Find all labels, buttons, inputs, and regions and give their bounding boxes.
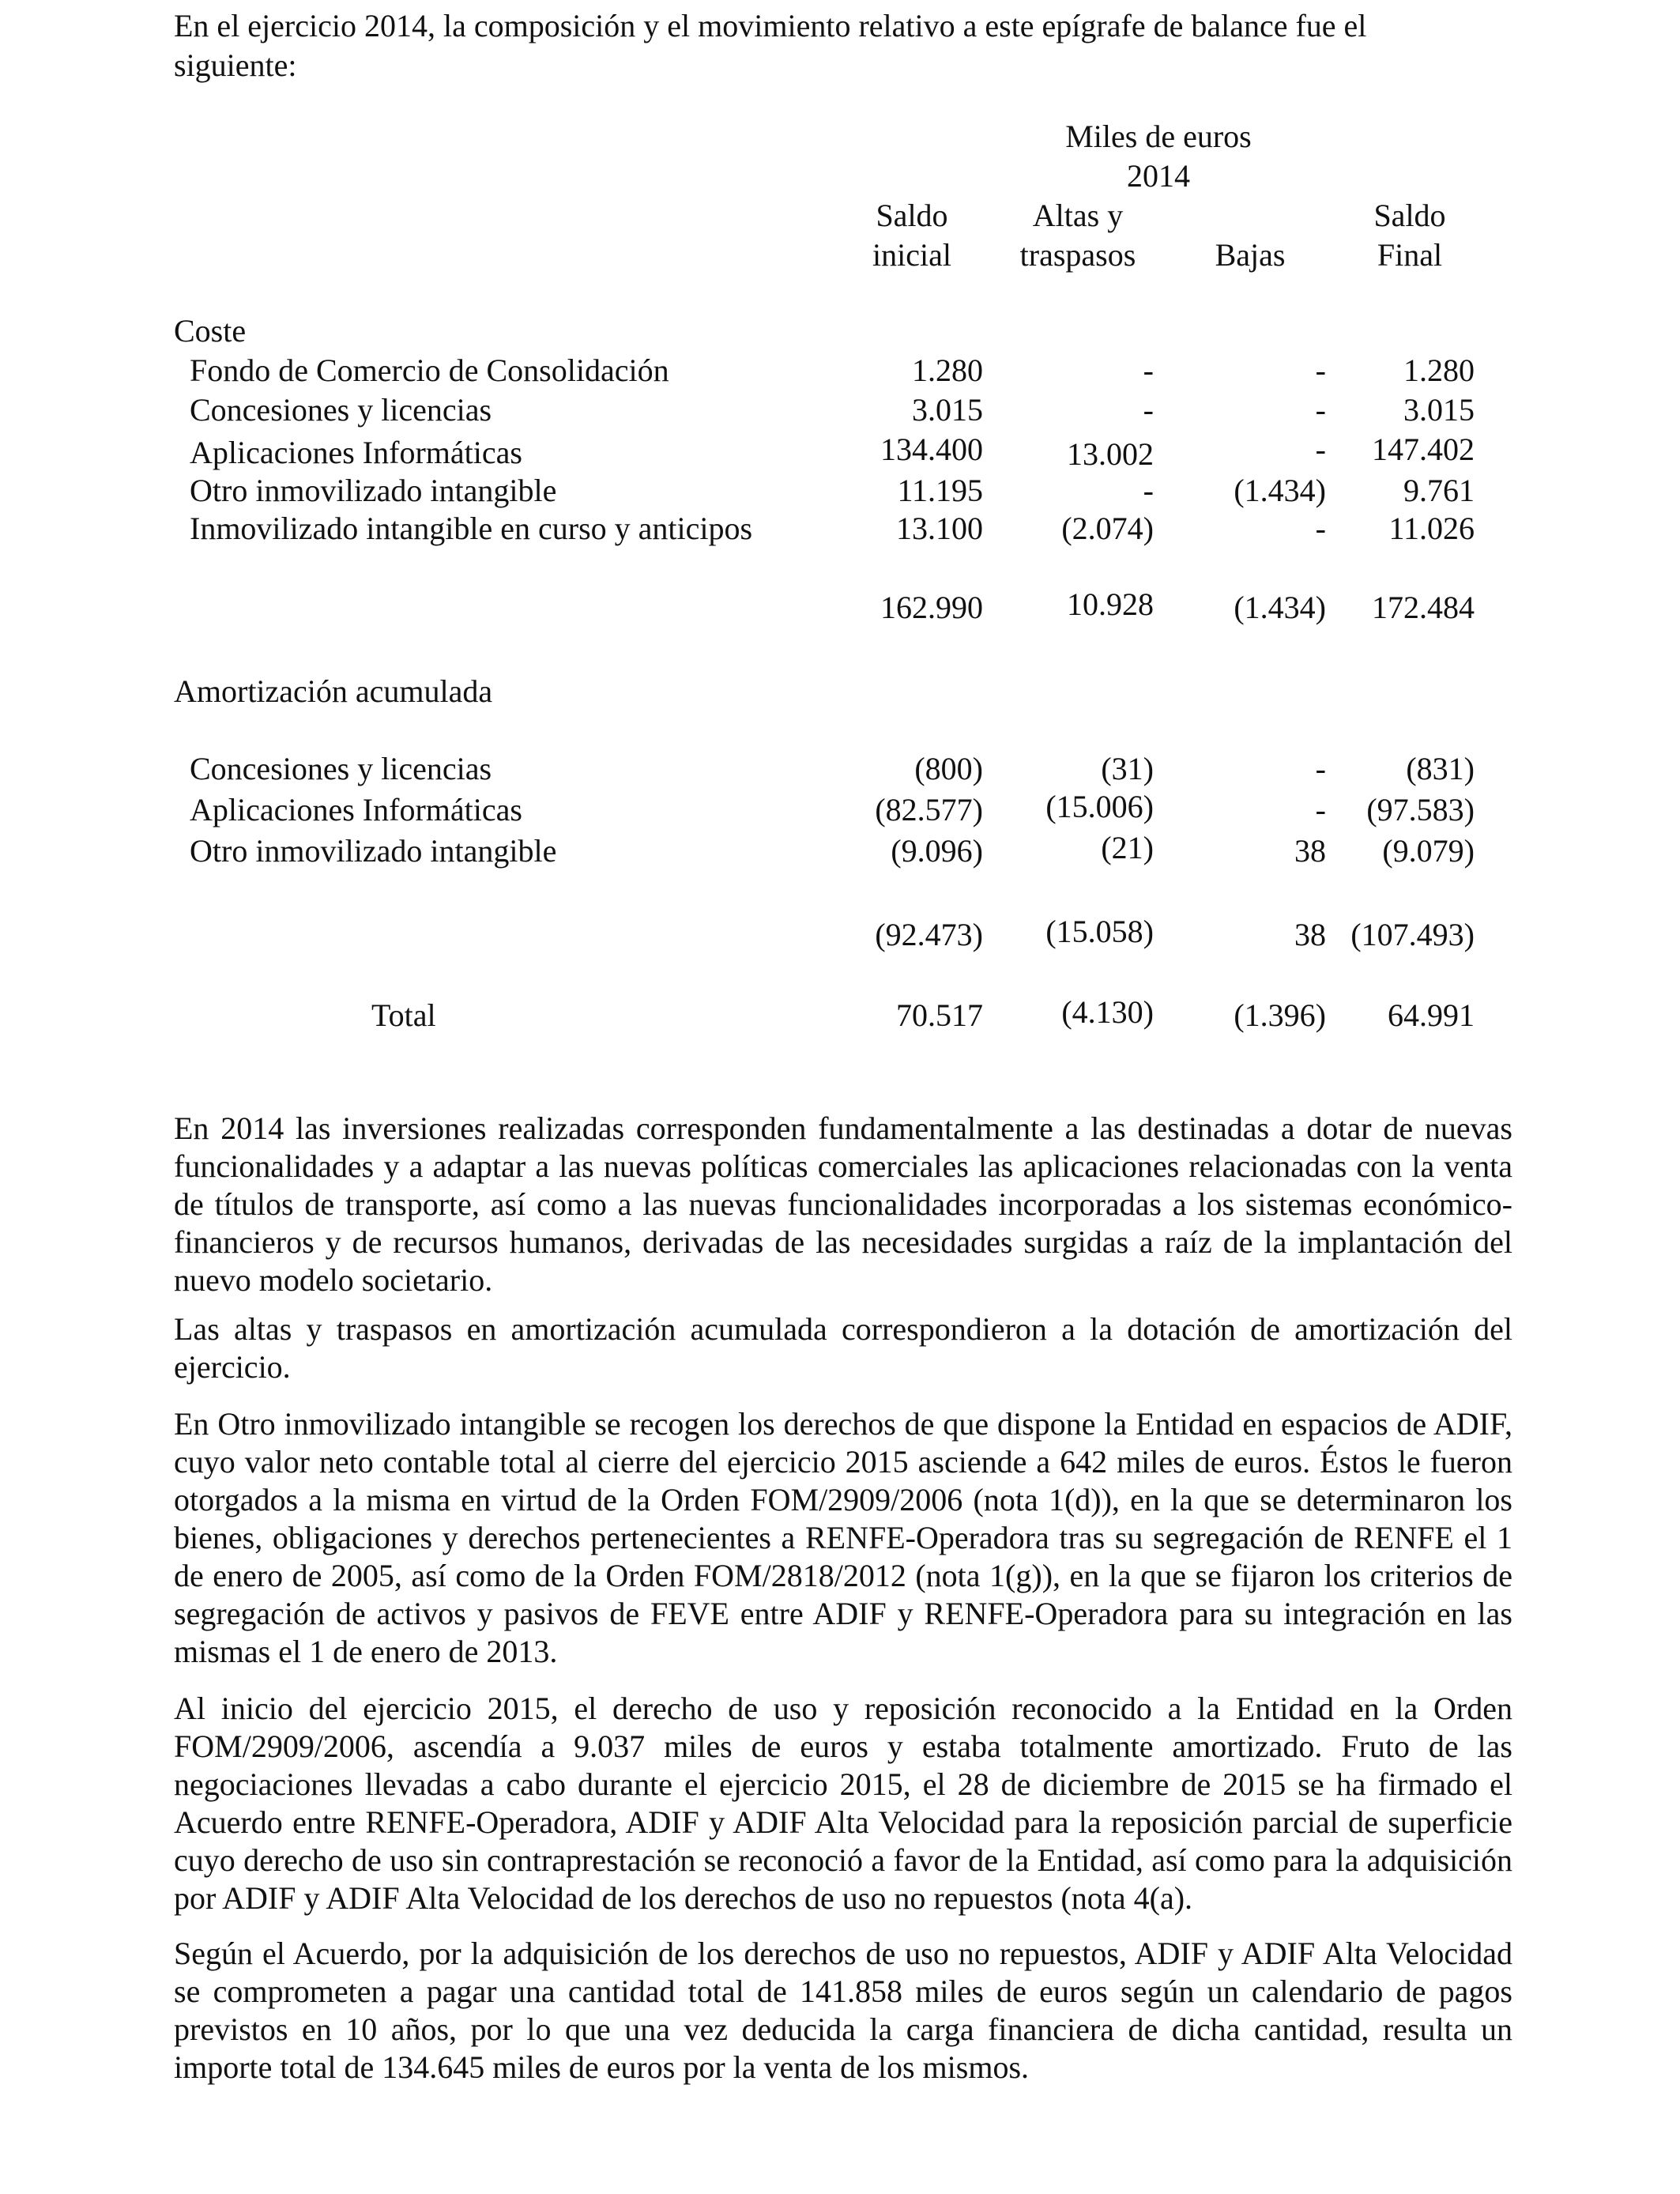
table-row <box>0 831 1680 871</box>
paragraph-derecho-uso: Al inicio del ejercicio 2015, el derecho de uso y reposición reconocido a la Entidad en la Orden FOM/2909/2006, ascendía a 9.037 miles de euros y estaba totalmente amortizado. Fruto de las negociaciones llevadas a cabo durante el ejercicio 2015, el 28 de diciembre de 2015 se ha firmado el Acuerdo entre RENFE-Operadora, ADIF y ADIF Alta Velocidad para la reposición parcial de superficie cuyo derecho de uso sin contraprestación se reconoció a favor de la Entidad, así como para la adquisición por ADIF y ADIF Alta Velocidad de los derechos de uso no repuestos (nota 4(a). <box>174 1691 1512 1916</box>
cell-altas: - <box>1143 392 1154 428</box>
cell-bajas: - <box>1315 352 1326 388</box>
cell-bajas: - <box>1315 432 1326 467</box>
cell-saldo-inicial: (92.473) <box>875 917 983 952</box>
col-header-altas-traspasos: Altas y traspasos <box>1019 198 1136 273</box>
cell-saldo-final: 172.484 <box>1372 590 1475 625</box>
cell-saldo-inicial: 162.990 <box>880 590 983 625</box>
cell-altas: - <box>1143 473 1154 508</box>
subtotal-row-coste <box>0 588 1680 628</box>
subtotal-row-amortizacion <box>0 915 1680 955</box>
table-row <box>0 471 1680 511</box>
cell-saldo-inicial: (9.096) <box>891 833 983 869</box>
cell-altas: (2.074) <box>1061 511 1154 546</box>
col-header-saldo-final: Saldo Final <box>1373 198 1446 273</box>
cell-bajas: 38 <box>1294 917 1326 952</box>
cell-saldo-inicial: (800) <box>914 751 983 786</box>
table-row <box>0 790 1680 830</box>
cell-bajas: (1.396) <box>1234 997 1326 1033</box>
cell-saldo-final: (9.079) <box>1382 833 1475 869</box>
cell-bajas: 38 <box>1294 833 1326 869</box>
table-row <box>0 351 1680 390</box>
total-label: Total <box>371 997 436 1033</box>
cell-saldo-inicial: (82.577) <box>875 792 983 827</box>
paragraph-altas-amortizacion: Las altas y traspasos en amortización acumulada correspondieron a la dotación de amortización del ejercicio. <box>174 1311 1512 1385</box>
table-row <box>0 390 1680 430</box>
cell-bajas: - <box>1315 392 1326 428</box>
cell-bajas: - <box>1315 511 1326 546</box>
cell-saldo-inicial: 70.517 <box>896 997 983 1033</box>
row-label: Aplicaciones Informáticas <box>190 792 522 827</box>
col-header-bajas: Bajas <box>1215 237 1286 273</box>
table-row <box>0 430 1680 472</box>
unit-label: Miles de euros <box>1065 119 1252 154</box>
cell-saldo-final: (831) <box>1406 751 1475 786</box>
cell-altas: - <box>1143 352 1154 388</box>
cell-altas: (31) <box>1101 751 1154 786</box>
row-label: Concesiones y licencias <box>190 392 492 428</box>
cell-bajas: (1.434) <box>1234 590 1326 625</box>
cell-saldo-inicial: 13.100 <box>896 511 983 546</box>
cell-altas: 10.928 <box>1067 586 1154 622</box>
paragraph-inversiones: En 2014 las inversiones realizadas corresponden fundamentalmente a las destinadas a dotar de nuevas funcionalidades y a adaptar a las nuevas políticas comerciales las aplicaciones relacionadas con la venta de títulos de transporte, así como a las nuevas funcionalidades incorporadas a los sistemas económico-financieros y de recursos humanos, derivadas de las necesidades surgidas a raíz de la implantación del nuevo modelo societario. <box>174 1110 1512 1298</box>
row-label: Inmovilizado intangible en curso y anticipos <box>190 511 753 546</box>
cell-saldo-inicial: 11.195 <box>897 473 983 508</box>
cell-saldo-final: (107.493) <box>1350 917 1475 952</box>
section-title-amortizacion: Amortización acumulada <box>174 673 493 709</box>
cell-saldo-final: (97.583) <box>1366 792 1475 827</box>
cell-saldo-final: 3.015 <box>1403 392 1475 428</box>
cell-saldo-final: 1.280 <box>1403 352 1475 388</box>
cell-saldo-final: 9.761 <box>1403 473 1475 508</box>
year-label: 2014 <box>1127 158 1190 194</box>
row-label: Concesiones y licencias <box>190 751 492 786</box>
cell-altas: (21) <box>1101 830 1154 865</box>
cell-saldo-final: 11.026 <box>1388 511 1475 546</box>
cell-saldo-final: 64.991 <box>1388 997 1475 1033</box>
section-title-coste: Coste <box>174 313 247 349</box>
table-row <box>0 509 1680 548</box>
paragraph-acuerdo: Según el Acuerdo, por la adquisición de los derechos de uso no repuestos, ADIF y ADIF Alta Velocidad se comprometen a pagar una cantidad total de 141.858 miles de euros según un calendario de pagos previstos en 10 años, por lo que una vez deducida la carga financiera de dicha cantidad, resulta un importe total de 134.645 miles de euros por la venta de los mismos. <box>174 1936 1512 2085</box>
cell-bajas: (1.434) <box>1234 473 1326 508</box>
cell-saldo-inicial: 134.400 <box>880 432 983 467</box>
cell-bajas: - <box>1315 792 1326 827</box>
cell-bajas: - <box>1315 751 1326 786</box>
cell-saldo-inicial: 3.015 <box>912 392 983 428</box>
table-row <box>0 749 1680 789</box>
row-label: Otro inmovilizado intangible <box>190 473 557 508</box>
total-row <box>0 996 1680 1035</box>
cell-altas: (15.006) <box>1045 789 1154 824</box>
cell-saldo-inicial: 1.280 <box>912 352 983 388</box>
col-header-saldo-inicial: Saldo inicial <box>872 198 951 273</box>
paragraph-otro-inmovilizado: En Otro inmovilizado intangible se recogen los derechos de que dispone la Entidad en espacios de ADIF, cuyo valor neto contable total al cierre del ejercicio 2015 asciende a 642 miles de euros. Éstos le fueron otorgados a la misma en virtud de la Orden FOM/2909/2006 (nota 1(d)), en la que se determinaron los bienes, obligaciones y derechos pertenecientes a RENFE-Operadora tras su segregación de RENFE el 1 de enero de 2005, así como de la Orden FOM/2818/2012 (nota 1(g)), en la que se fijaron los criterios de segregación de activos y pasivos de FEVE entre ADIF y RENFE-Operadora para su integración en las mismas el 1 de enero de 2013. <box>174 1406 1512 1669</box>
cell-saldo-final: 147.402 <box>1372 432 1475 467</box>
intro-text: En el ejercicio 2014, la composición y el movimiento relativo a este epígrafe de balance fue el siguiente: <box>174 8 1367 83</box>
row-label: Fondo de Comercio de Consolidación <box>190 352 669 388</box>
cell-altas: 13.002 <box>1067 436 1154 472</box>
cell-altas: (4.130) <box>1061 994 1154 1030</box>
row-label: Otro inmovilizado intangible <box>190 833 557 869</box>
row-label: Aplicaciones Informáticas <box>190 435 522 470</box>
cell-altas: (15.058) <box>1045 914 1154 949</box>
